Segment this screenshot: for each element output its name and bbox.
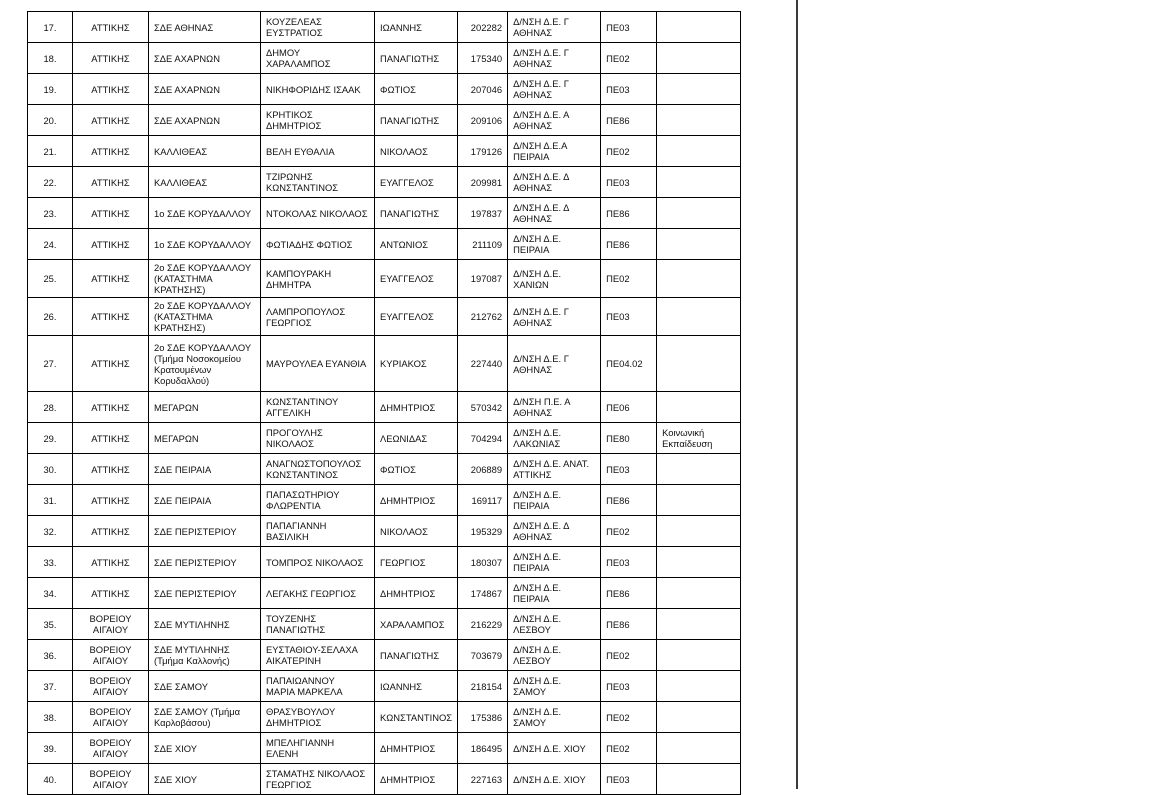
region-cell: ΑΤΤΙΚΗΣ [73,12,149,43]
father-name-cell: ΠΑΝΑΓΙΩΤΗΣ [375,105,458,136]
row-number: 23. [28,198,73,229]
notes-cell [657,516,741,547]
notes-cell [657,136,741,167]
father-name-cell: ΙΩΑΝΝΗΣ [375,671,458,702]
teacher-name-cell: ΝΙΚΗΦΟΡΙΔΗΣ ΙΣΑΑΚ [261,74,375,105]
directorate-cell: Δ/ΝΣΗ Δ.Ε. Δ ΑΘΗΝΑΣ [508,198,601,229]
notes-cell [657,74,741,105]
row-number: 30. [28,454,73,485]
table-row [28,454,741,485]
registry-code-cell: 175386 [458,702,508,733]
specialty-cell: ΠΕ86 [601,105,657,136]
row-number: 24. [28,229,73,260]
table-row [28,609,741,640]
row-number: 22. [28,167,73,198]
specialty-cell: ΠΕ02 [601,702,657,733]
specialty-cell: ΠΕ86 [601,609,657,640]
school-unit-cell: 2ο ΣΔΕ ΚΟΡΥΔΑΛΛΟΥ (ΚΑΤΑΣΤΗΜΑ ΚΡΑΤΗΣΗΣ) [149,260,261,298]
table-row [28,167,741,198]
father-name-cell: ΚΩΝΣΤΑΝΤΙΝΟΣ [375,702,458,733]
directorate-cell: Δ/ΝΣΗ Δ.Ε. ΛΕΣΒΟΥ [508,640,601,671]
teacher-name-cell: ΤΖΙΡΩΝΗΣ ΚΩΝΣΤΑΝΤΙΝΟΣ [261,167,375,198]
row-number: 38. [28,702,73,733]
teacher-name-cell: ΜΑΥΡΟΥΛΕΑ ΕΥΑΝΘΙΑ [261,336,375,392]
registry-code-cell: 209106 [458,105,508,136]
table-row [28,12,741,43]
school-unit-cell: ΜΕΓΑΡΩΝ [149,392,261,423]
specialty-cell: ΠΕ03 [601,671,657,702]
directorate-cell: Δ/ΝΣΗ Δ.Ε. Γ ΑΘΗΝΑΣ [508,336,601,392]
row-number: 39. [28,733,73,764]
directorate-cell: Δ/ΝΣΗ Δ.Ε. Γ ΑΘΗΝΑΣ [508,12,601,43]
registry-code-cell: 209981 [458,167,508,198]
teacher-name-cell: ΚΩΝΣΤΑΝΤΙΝΟΥ ΑΓΓΕΛΙΚΗ [261,392,375,423]
row-number: 19. [28,74,73,105]
row-number: 36. [28,640,73,671]
specialty-cell: ΠΕ86 [601,198,657,229]
specialty-cell: ΠΕ03 [601,12,657,43]
registry-code-cell: 195329 [458,516,508,547]
region-cell: ΒΟΡΕΙΟΥ ΑΙΓΑΙΟΥ [73,764,149,795]
region-cell: ΑΤΤΙΚΗΣ [73,229,149,260]
region-cell: ΑΤΤΙΚΗΣ [73,485,149,516]
notes-cell [657,454,741,485]
specialty-cell: ΠΕ03 [601,764,657,795]
region-cell: ΒΟΡΕΙΟΥ ΑΙΓΑΙΟΥ [73,733,149,764]
row-number: 29. [28,423,73,454]
teacher-name-cell: ΛΕΓΑΚΗΣ ΓΕΩΡΓΙΟΣ [261,578,375,609]
notes-cell [657,547,741,578]
row-number: 17. [28,12,73,43]
directorate-cell: Δ/ΝΣΗ Δ.Ε. Γ ΑΘΗΝΑΣ [508,43,601,74]
notes-cell [657,298,741,336]
father-name-cell: ΚΥΡΙΑΚΟΣ [375,336,458,392]
father-name-cell: ΓΕΩΡΓΙΟΣ [375,547,458,578]
father-name-cell: ΦΩΤΙΟΣ [375,454,458,485]
directorate-cell: Δ/ΝΣΗ Π.Ε. Α ΑΘΗΝΑΣ [508,392,601,423]
registry-code-cell: 218154 [458,671,508,702]
specialty-cell: ΠΕ80 [601,423,657,454]
region-cell: ΑΤΤΙΚΗΣ [73,260,149,298]
teacher-name-cell: ΚΡΗΤΙΚΟΣ ΔΗΜΗΤΡΙΟΣ [261,105,375,136]
table-row [28,702,741,733]
registry-code-cell: 186495 [458,733,508,764]
teacher-name-cell: ΑΝΑΓΝΩΣΤΟΠΟΥΛΟΣ ΚΩΝΣΤΑΝΤΙΝΟΣ [261,454,375,485]
father-name-cell: ΔΗΜΗΤΡΙΟΣ [375,392,458,423]
school-unit-cell: ΣΔΕ ΜΥΤΙΛΗΝΗΣ [149,609,261,640]
notes-cell [657,392,741,423]
directorate-cell: Δ/ΝΣΗ Δ.Ε. ΧΙΟΥ [508,764,601,795]
directorate-cell: Δ/ΝΣΗ Δ.Ε. ΣΑΜΟΥ [508,671,601,702]
registry-code-cell: 216229 [458,609,508,640]
school-unit-cell: 1ο ΣΔΕ ΚΟΡΥΔΑΛΛΟΥ [149,198,261,229]
region-cell: ΑΤΤΙΚΗΣ [73,454,149,485]
teacher-name-cell: ΝΤΟΚΟΛΑΣ ΝΙΚΟΛΑΟΣ [261,198,375,229]
teacher-name-cell: ΣΤΑΜΑΤΗΣ ΝΙΚΟΛΑΟΣ ΓΕΩΡΓΙΟΣ [261,764,375,795]
registry-code-cell: 169117 [458,485,508,516]
teacher-name-cell: ΚΑΜΠΟΥΡΑΚΗ ΔΗΜΗΤΡΑ [261,260,375,298]
school-unit-cell: ΣΔΕ ΑΘΗΝΑΣ [149,12,261,43]
notes-cell [657,12,741,43]
school-unit-cell: 1ο ΣΔΕ ΚΟΡΥΔΑΛΛΟΥ [149,229,261,260]
row-number: 21. [28,136,73,167]
teacher-name-cell: ΔΗΜΟΥ ΧΑΡΑΛΑΜΠΟΣ [261,43,375,74]
table-row [28,392,741,423]
table-row [28,423,741,454]
notes-cell [657,702,741,733]
father-name-cell: ΕΥΑΓΓΕΛΟΣ [375,260,458,298]
school-unit-cell: ΣΔΕ ΠΕΙΡΑΙΑ [149,454,261,485]
notes-cell [657,640,741,671]
registry-code-cell: 704294 [458,423,508,454]
teacher-name-cell: ΠΑΠΑΙΩΑΝΝΟΥ ΜΑΡΙΑ ΜΑΡΚΕΛΑ [261,671,375,702]
row-number: 32. [28,516,73,547]
directorate-cell: Δ/ΝΣΗ Δ.Ε. Δ ΑΘΗΝΑΣ [508,516,601,547]
school-unit-cell: ΚΑΛΛΙΘΕΑΣ [149,136,261,167]
table-row [28,578,741,609]
notes-cell [657,578,741,609]
father-name-cell: ΔΗΜΗΤΡΙΟΣ [375,733,458,764]
registry-code-cell: 211109 [458,229,508,260]
teacher-name-cell: ΛΑΜΠΡΟΠΟΥΛΟΣ ΓΕΩΡΓΙΟΣ [261,298,375,336]
directorate-cell: Δ/ΝΣΗ Δ.Ε.Α ΠΕΙΡΑΙΑ [508,136,601,167]
region-cell: ΑΤΤΙΚΗΣ [73,392,149,423]
row-number: 26. [28,298,73,336]
teacher-name-cell: ΕΥΣΤΑΘΙΟΥ-ΣΕΛΑΧΑ ΑΙΚΑΤΕΡΙΝΗ [261,640,375,671]
teacher-name-cell: ΠΡΟΓΟΥΛΗΣ ΝΙΚΟΛΑΟΣ [261,423,375,454]
region-cell: ΑΤΤΙΚΗΣ [73,423,149,454]
registry-code-cell: 197837 [458,198,508,229]
father-name-cell: ΕΥΑΓΓΕΛΟΣ [375,298,458,336]
region-cell: ΑΤΤΙΚΗΣ [73,105,149,136]
region-cell: ΑΤΤΙΚΗΣ [73,136,149,167]
region-cell: ΒΟΡΕΙΟΥ ΑΙΓΑΙΟΥ [73,671,149,702]
row-number: 37. [28,671,73,702]
specialty-cell: ΠΕ02 [601,136,657,167]
school-unit-cell: 2ο ΣΔΕ ΚΟΡΥΔΑΛΛΟΥ (Τμήμα Νοσοκομείου Κρατουμένων Κορυδαλλού) [149,336,261,392]
father-name-cell: ΔΗΜΗΤΡΙΟΣ [375,578,458,609]
row-number: 18. [28,43,73,74]
region-cell: ΑΤΤΙΚΗΣ [73,336,149,392]
teacher-name-cell: ΚΟΥΖΕΛΕΑΣ ΕΥΣΤΡΑΤΙΟΣ [261,12,375,43]
table-row [28,336,741,392]
school-unit-cell: ΣΔΕ ΜΥΤΙΛΗΝΗΣ (Τμήμα Καλλονής) [149,640,261,671]
registry-code-cell: 227440 [458,336,508,392]
registry-code-cell: 206889 [458,454,508,485]
region-cell: ΒΟΡΕΙΟΥ ΑΙΓΑΙΟΥ [73,702,149,733]
father-name-cell: ΔΗΜΗΤΡΙΟΣ [375,485,458,516]
table-row [28,136,741,167]
school-unit-cell: 2ο ΣΔΕ ΚΟΡΥΔΑΛΛΟΥ (ΚΑΤΑΣΤΗΜΑ ΚΡΑΤΗΣΗΣ) [149,298,261,336]
registry-code-cell: 180307 [458,547,508,578]
table-row [28,198,741,229]
region-cell: ΑΤΤΙΚΗΣ [73,167,149,198]
father-name-cell: ΙΩΑΝΝΗΣ [375,12,458,43]
teacher-name-cell: ΤΟΥΖΕΝΗΣ ΠΑΝΑΓΙΩΤΗΣ [261,609,375,640]
row-number: 25. [28,260,73,298]
father-name-cell: ΠΑΝΑΓΙΩΤΗΣ [375,43,458,74]
row-number: 27. [28,336,73,392]
teacher-name-cell: ΤΟΜΠΡΟΣ ΝΙΚΟΛΑΟΣ [261,547,375,578]
table-row [28,260,741,298]
teacher-name-cell: ΘΡΑΣΥΒΟΥΛΟΥ ΔΗΜΗΤΡΙΟΣ [261,702,375,733]
directorate-cell: Δ/ΝΣΗ Δ.Ε. Γ ΑΘΗΝΑΣ [508,74,601,105]
region-cell: ΑΤΤΙΚΗΣ [73,298,149,336]
directorate-cell: Δ/ΝΣΗ Δ.Ε. Γ ΑΘΗΝΑΣ [508,298,601,336]
notes-cell [657,167,741,198]
region-cell: ΒΟΡΕΙΟΥ ΑΙΓΑΙΟΥ [73,640,149,671]
teacher-name-cell: ΠΑΠΑΓΙΑΝΝΗ ΒΑΣΙΛΙΚΗ [261,516,375,547]
registry-code-cell: 197087 [458,260,508,298]
school-unit-cell: ΣΔΕ ΣΑΜΟΥ (Τμήμα Καρλοβάσου) [149,702,261,733]
row-number: 35. [28,609,73,640]
region-cell: ΑΤΤΙΚΗΣ [73,74,149,105]
specialty-cell: ΠΕ03 [601,454,657,485]
school-unit-cell: ΜΕΓΑΡΩΝ [149,423,261,454]
specialty-cell: ΠΕ03 [601,298,657,336]
notes-cell: Κοινωνική Εκπαίδευση [657,423,741,454]
notes-cell [657,733,741,764]
school-unit-cell: ΣΔΕ ΠΕΡΙΣΤΕΡΙΟΥ [149,516,261,547]
directorate-cell: Δ/ΝΣΗ Δ.Ε. ΠΕΙΡΑΙΑ [508,485,601,516]
row-number: 40. [28,764,73,795]
registry-code-cell: 227163 [458,764,508,795]
table-row [28,74,741,105]
school-unit-cell: ΣΔΕ ΠΕΡΙΣΤΕΡΙΟΥ [149,547,261,578]
notes-cell [657,105,741,136]
father-name-cell: ΝΙΚΟΛΑΟΣ [375,516,458,547]
notes-cell [657,260,741,298]
school-unit-cell: ΣΔΕ ΧΙΟΥ [149,733,261,764]
father-name-cell: ΦΩΤΙΟΣ [375,74,458,105]
specialty-cell: ΠΕ02 [601,260,657,298]
teacher-name-cell: ΜΠΕΛΗΓΙΑΝΝΗ ΕΛΕΝΗ [261,733,375,764]
table-row [28,229,741,260]
registry-code-cell: 212762 [458,298,508,336]
notes-cell [657,336,741,392]
specialty-cell: ΠΕ02 [601,733,657,764]
table-row [28,764,741,795]
table-row [28,485,741,516]
father-name-cell: ΔΗΜΗΤΡΙΟΣ [375,764,458,795]
directorate-cell: Δ/ΝΣΗ Δ.Ε. ΧΙΟΥ [508,733,601,764]
school-unit-cell: ΣΔΕ ΠΕΙΡΑΙΑ [149,485,261,516]
registry-code-cell: 174867 [458,578,508,609]
specialty-cell: ΠΕ02 [601,43,657,74]
school-unit-cell: ΣΔΕ ΧΙΟΥ [149,764,261,795]
registry-code-cell: 202282 [458,12,508,43]
table-row [28,43,741,74]
table-row [28,640,741,671]
row-number: 34. [28,578,73,609]
specialty-cell: ΠΕ86 [601,229,657,260]
notes-cell [657,43,741,74]
father-name-cell: ΧΑΡΑΛΑΜΠΟΣ [375,609,458,640]
notes-cell [657,671,741,702]
directorate-cell: Δ/ΝΣΗ Δ.Ε. ΑΝΑΤ. ΑΤΤΙΚΗΣ [508,454,601,485]
row-number: 33. [28,547,73,578]
school-unit-cell: ΣΔΕ ΑΧΑΡΝΩΝ [149,43,261,74]
father-name-cell: ΠΑΝΑΓΙΩΤΗΣ [375,640,458,671]
specialty-cell: ΠΕ03 [601,74,657,105]
notes-cell [657,485,741,516]
school-unit-cell: ΣΔΕ ΑΧΑΡΝΩΝ [149,74,261,105]
specialty-cell: ΠΕ02 [601,640,657,671]
father-name-cell: ΑΝΤΩΝΙΟΣ [375,229,458,260]
father-name-cell: ΠΑΝΑΓΙΩΤΗΣ [375,198,458,229]
specialty-cell: ΠΕ86 [601,578,657,609]
specialty-cell: ΠΕ06 [601,392,657,423]
row-number: 31. [28,485,73,516]
table-row [28,516,741,547]
table-row [28,298,741,336]
teacher-name-cell: ΒΕΛΗ ΕΥΘΑΛΙΑ [261,136,375,167]
specialty-cell: ΠΕ04.02 [601,336,657,392]
region-cell: ΑΤΤΙΚΗΣ [73,198,149,229]
specialty-cell: ΠΕ86 [601,485,657,516]
registry-code-cell: 207046 [458,74,508,105]
father-name-cell: ΝΙΚΟΛΑΟΣ [375,136,458,167]
directorate-cell: Δ/ΝΣΗ Δ.Ε. Δ ΑΘΗΝΑΣ [508,167,601,198]
region-cell: ΑΤΤΙΚΗΣ [73,547,149,578]
directorate-cell: Δ/ΝΣΗ Δ.Ε. ΛΑΚΩΝΙΑΣ [508,423,601,454]
region-cell: ΑΤΤΙΚΗΣ [73,578,149,609]
directorate-cell: Δ/ΝΣΗ Δ.Ε. ΛΕΣΒΟΥ [508,609,601,640]
teacher-assignment-table [27,11,741,795]
registry-code-cell: 179126 [458,136,508,167]
table-row [28,105,741,136]
table-row [28,733,741,764]
region-cell: ΑΤΤΙΚΗΣ [73,516,149,547]
region-cell: ΑΤΤΙΚΗΣ [73,43,149,74]
registry-code-cell: 570342 [458,392,508,423]
teacher-name-cell: ΠΑΠΑΣΩΤΗΡΙΟΥ ΦΛΩΡΕΝΤΙΑ [261,485,375,516]
school-unit-cell: ΣΔΕ ΠΕΡΙΣΤΕΡΙΟΥ [149,578,261,609]
row-number: 20. [28,105,73,136]
notes-cell [657,609,741,640]
teacher-name-cell: ΦΩΤΙΑΔΗΣ ΦΩΤΙΟΣ [261,229,375,260]
registry-code-cell: 703679 [458,640,508,671]
specialty-cell: ΠΕ03 [601,547,657,578]
notes-cell [657,764,741,795]
father-name-cell: ΛΕΩΝΙΔΑΣ [375,423,458,454]
school-unit-cell: ΚΑΛΛΙΘΕΑΣ [149,167,261,198]
directorate-cell: Δ/ΝΣΗ Δ.Ε. ΧΑΝΙΩΝ [508,260,601,298]
directorate-cell: Δ/ΝΣΗ Δ.Ε. Α ΑΘΗΝΑΣ [508,105,601,136]
specialty-cell: ΠΕ02 [601,516,657,547]
directorate-cell: Δ/ΝΣΗ Δ.Ε. ΠΕΙΡΑΙΑ [508,547,601,578]
region-cell: ΒΟΡΕΙΟΥ ΑΙΓΑΙΟΥ [73,609,149,640]
table-row [28,671,741,702]
directorate-cell: Δ/ΝΣΗ Δ.Ε. ΣΑΜΟΥ [508,702,601,733]
school-unit-cell: ΣΔΕ ΑΧΑΡΝΩΝ [149,105,261,136]
father-name-cell: ΕΥΑΓΓΕΛΟΣ [375,167,458,198]
school-unit-cell: ΣΔΕ ΣΑΜΟΥ [149,671,261,702]
row-number: 28. [28,392,73,423]
table-row [28,547,741,578]
directorate-cell: Δ/ΝΣΗ Δ.Ε. ΠΕΙΡΑΙΑ [508,229,601,260]
specialty-cell: ΠΕ03 [601,167,657,198]
directorate-cell: Δ/ΝΣΗ Δ.Ε. ΠΕΙΡΑΙΑ [508,578,601,609]
registry-code-cell: 175340 [458,43,508,74]
notes-cell [657,198,741,229]
notes-cell [657,229,741,260]
